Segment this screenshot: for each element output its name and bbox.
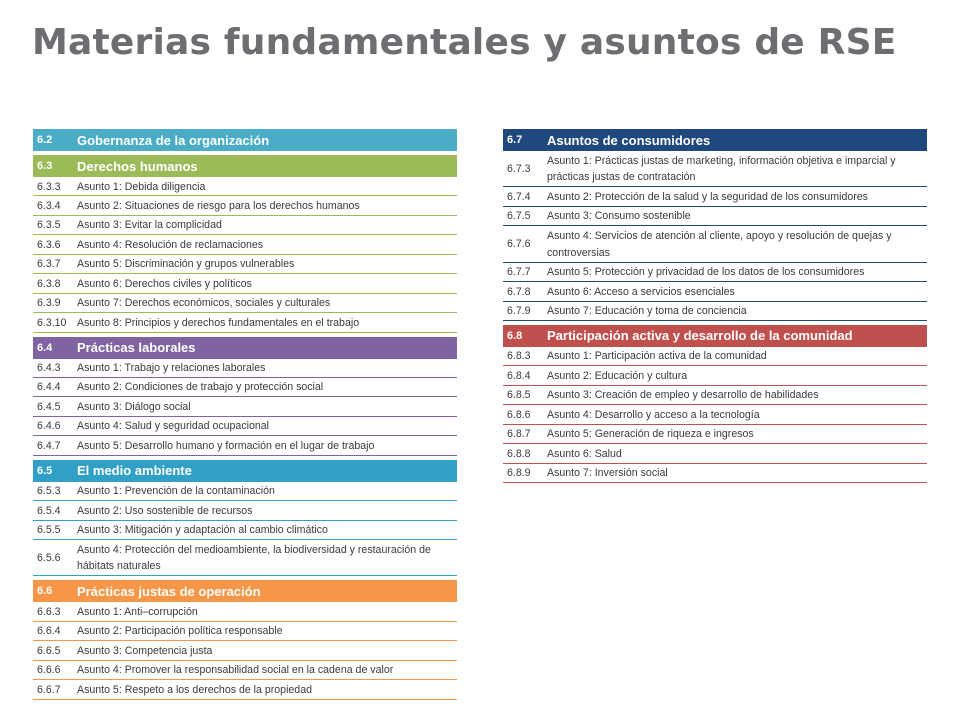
item-text: Asunto 3: Diálogo social [77, 400, 191, 413]
item-text: Asunto 1: Debida diligencia [77, 180, 206, 193]
item-text: Asunto 7: Educación y toma de conciencia [547, 305, 747, 317]
item-number: 6.7.9 [507, 305, 531, 317]
section-6-2 [33, 129, 457, 155]
item-number: 6.3.4 [37, 199, 61, 212]
item-number: 6.7.7 [507, 266, 531, 279]
item-text: Asunto 7: Inversión social [547, 467, 668, 480]
table-row [503, 387, 927, 405]
section-number: 6.8 [507, 329, 523, 342]
table-row [33, 379, 457, 397]
item-number: 6.8.8 [507, 447, 531, 460]
table-row [33, 315, 457, 333]
item-number: 6.4.5 [37, 400, 61, 413]
table-row [33, 360, 457, 378]
item-number: 6.8.6 [507, 408, 531, 421]
table-row [33, 217, 457, 235]
item-text: Asunto 6: Salud [547, 447, 622, 460]
section-6-4 [33, 337, 457, 460]
section-6-3 [33, 155, 457, 337]
section-6-7 [503, 129, 927, 325]
left-column [33, 129, 457, 704]
section-header [503, 129, 927, 151]
section-title: Prácticas justas de operación [77, 583, 261, 599]
item-number: 6.8.5 [507, 389, 531, 402]
item-text: Asunto 7: Derechos económicos, sociales y culturales [77, 297, 331, 310]
section-title: Prácticas laborales [77, 340, 196, 355]
right-column [503, 129, 927, 487]
table-row [503, 348, 927, 366]
item-number: 6.4.6 [37, 420, 61, 433]
item-text: Asunto 4: Servicios de atención al cliente, apoyo y resolución de quejas y controversias [547, 229, 892, 259]
section-title: Derechos humanos [77, 158, 198, 174]
item-number: 6.6.7 [37, 683, 61, 696]
section-6-8 [503, 325, 927, 487]
item-number: 6.7.3 [507, 162, 531, 175]
item-number: 6.8.4 [507, 369, 531, 382]
section-title: Participación activa y desarrollo de la comunidad [547, 328, 853, 344]
item-text: Asunto 6: Derechos civiles y políticos [77, 277, 252, 290]
item-text: Asunto 2: Participación política responsable [77, 625, 283, 638]
item-text: Asunto 5: Desarrollo humano y formación en el lugar de trabajo [77, 439, 375, 452]
table-row [33, 276, 457, 294]
item-number: 6.8.3 [507, 350, 531, 363]
table-row [503, 426, 927, 444]
section-title: El medio ambiente [77, 463, 192, 479]
table-row [33, 198, 457, 216]
item-number: 6.8.9 [507, 467, 531, 480]
item-number: 6.4.4 [37, 381, 61, 394]
table-row [503, 446, 927, 464]
table-row [33, 522, 457, 540]
item-text: Asunto 4: Promover la responsabilidad social en la cadena de valor [77, 664, 394, 677]
section-number: 6.3 [37, 160, 53, 172]
item-number: 6.3.9 [37, 297, 61, 310]
item-number: 6.5.6 [37, 551, 61, 564]
item-text: Asunto 3: Consumo sostenible [547, 210, 691, 223]
section-header [33, 129, 457, 151]
item-text: Asunto 3: Mitigación y adaptación al cambio climático [77, 524, 328, 537]
table-row [503, 284, 927, 302]
item-text: Asunto 5: Respeto a los derechos de la propiedad [77, 683, 312, 696]
item-text: Asunto 3: Competencia justa [77, 644, 213, 657]
item-number: 6.3.5 [37, 219, 61, 232]
item-text: Asunto 1: Participación activa de la comunidad [547, 350, 767, 363]
section-number: 6.6 [37, 585, 53, 598]
item-number: 6.4.3 [37, 362, 61, 374]
table-row [503, 368, 927, 386]
item-text: Asunto 6: Acceso a servicios esenciales [547, 285, 735, 298]
item-number: 6.3.6 [37, 238, 61, 251]
page-title: Materias fundamentales y asuntos de RSE [32, 22, 897, 63]
item-number: 6.7.6 [507, 238, 531, 251]
item-text: Asunto 4: Protección del medioambiente, la biodiversidad y restauración de hábitats naturales [77, 543, 431, 573]
table-row [33, 662, 457, 680]
section-number: 6.4 [37, 341, 53, 354]
table-row [33, 542, 457, 577]
section-number: 6.5 [37, 464, 53, 477]
item-text: Asunto 3: Evitar la complicidad [77, 219, 222, 232]
item-text: Asunto 3: Creación de empleo y desarrollo de habilidades [547, 389, 819, 402]
item-number: 6.7.4 [507, 190, 531, 203]
item-number: 6.8.7 [507, 428, 531, 441]
table-row [503, 465, 927, 483]
item-text: Asunto 2: Condiciones de trabajo y protección social [77, 381, 324, 394]
table-row [33, 179, 457, 197]
item-number: 6.7.8 [507, 285, 531, 298]
item-text: Asunto 4: Salud y seguridad ocupacional [77, 420, 269, 433]
table-row [33, 418, 457, 436]
table-row [503, 189, 927, 207]
table-row [33, 256, 457, 274]
item-number: 6.3.3 [37, 180, 61, 193]
section-title: Asuntos de consumidores [547, 132, 711, 148]
item-number: 6.5.5 [37, 524, 61, 537]
item-number: 6.6.6 [37, 664, 61, 677]
item-text: Asunto 1: Prácticas justas de marketing, información objetiva e imparcial y prácticas justas de contratación [547, 154, 896, 184]
section-6-5 [33, 460, 457, 581]
item-text: Asunto 5: Discriminación y grupos vulnerables [77, 258, 295, 271]
item-text: Asunto 2: Educación y cultura [547, 369, 688, 382]
item-text: Asunto 4: Resolución de reclamaciones [77, 238, 264, 251]
table-row [503, 303, 927, 321]
item-number: 6.3.7 [37, 258, 61, 271]
item-text: Asunto 1: Anti–corrupción [77, 605, 198, 618]
table-row [33, 483, 457, 501]
item-text: Asunto 5: Protección y privacidad de los datos de los consumidores [547, 266, 865, 279]
table-row [33, 237, 457, 255]
section-header [33, 337, 457, 359]
section-header [503, 325, 927, 347]
item-number: 6.6.3 [37, 605, 61, 618]
section-header [33, 460, 457, 482]
table-row [33, 682, 457, 700]
item-number: 6.3.8 [37, 277, 61, 290]
table-row [503, 208, 927, 226]
table-row [33, 604, 457, 622]
table-row [33, 503, 457, 521]
table-row [33, 399, 457, 417]
table-row [503, 407, 927, 425]
item-text: Asunto 5: Generación de riqueza e ingresos [547, 428, 754, 441]
item-number: 6.7.5 [507, 210, 531, 223]
section-title: Gobernanza de la organización [77, 132, 270, 148]
item-text: Asunto 1: Trabajo y relaciones laborales [77, 362, 266, 374]
table-row [33, 295, 457, 313]
item-number: 6.5.3 [37, 485, 61, 498]
section-number: 6.7 [507, 134, 523, 146]
section-header [33, 580, 457, 602]
section-6-6 [33, 580, 457, 703]
table-row [33, 643, 457, 661]
item-text: Asunto 4: Desarrollo y acceso a la tecnología [547, 408, 760, 421]
item-text: Asunto 2: Uso sostenible de recursos [77, 504, 253, 517]
item-number: 6.4.7 [37, 439, 61, 452]
item-number: 6.3.10 [37, 316, 67, 329]
table-row [33, 623, 457, 641]
table-row [503, 264, 927, 282]
item-text: Asunto 2: Situaciones de riesgo para los derechos humanos [77, 199, 360, 212]
table-row [503, 228, 927, 263]
item-number: 6.6.4 [37, 625, 61, 638]
table-row [503, 153, 927, 188]
item-number: 6.5.4 [37, 504, 61, 517]
item-number: 6.6.5 [37, 644, 61, 657]
item-text: Asunto 1: Prevención de la contaminación [77, 485, 275, 498]
table-row [33, 438, 457, 456]
item-text: Asunto 2: Protección de la salud y la seguridad de los consumidores [547, 190, 868, 203]
item-text: Asunto 8: Principios y derechos fundamentales en el trabajo [77, 316, 360, 329]
section-header [33, 155, 457, 177]
section-number: 6.2 [37, 134, 53, 146]
